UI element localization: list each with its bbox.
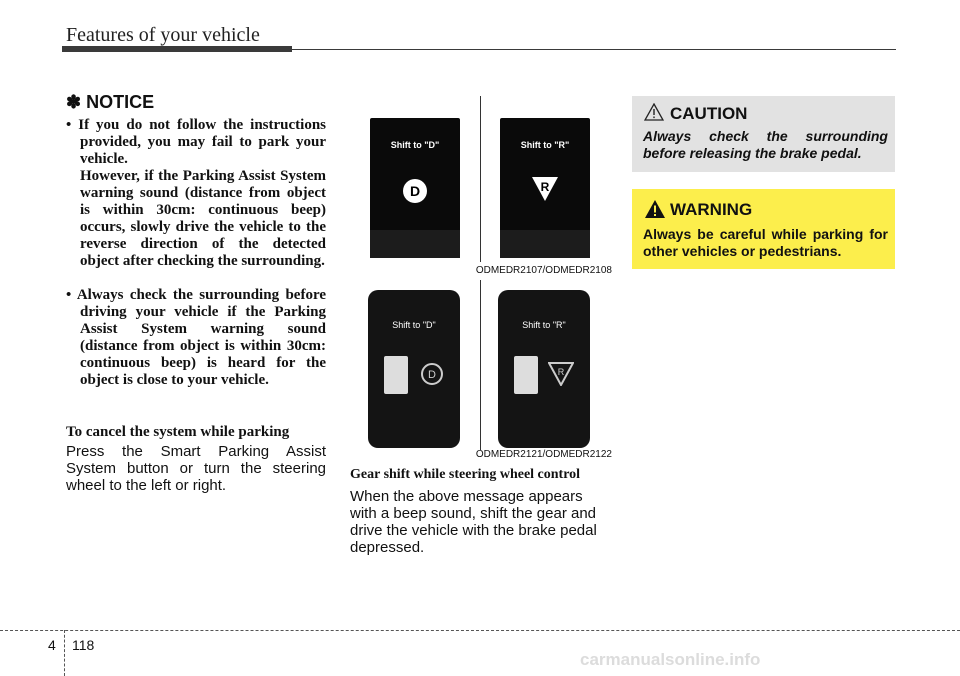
gear-d-letter: D (409, 183, 421, 199)
caution-title: CAUTION (670, 104, 748, 123)
cancel-heading: To cancel the system while parking (66, 424, 290, 440)
footer-chapter-number: 4 (48, 637, 56, 653)
gear-shift-body: When the above message appears with a beep sound, shift the gear and drive the vehicle with the brake pedal depressed. (350, 488, 597, 556)
cluster-label: Shift to "R" (522, 320, 566, 330)
screen-bottom-band (370, 230, 460, 258)
gear-d-icon (402, 178, 428, 204)
notice-bullet-1-sub: However, if the Parking Assist System warning sound (distance from object is within 30cm: continuous beep) occurs, slowly drive the vehicle to the reverse direction of the detected object after checking the surrounding. (80, 168, 326, 269)
caution-triangle-icon (644, 103, 664, 121)
warning-title: WARNING (670, 200, 753, 219)
screen-bottom-band (500, 230, 590, 258)
cluster-shift-r-bottom (498, 290, 590, 448)
cancel-body: Press the Smart Parking Assist System button or turn the steering wheel to the left or right. (66, 443, 326, 494)
warning-text: Always be careful while parking for other vehicles or pedestrians. (643, 226, 888, 259)
footer-page-number: 118 (72, 637, 95, 653)
screen-label: Shift to "D" (390, 140, 440, 150)
gear-indicator-bars (384, 356, 408, 394)
gear-d-letter: D (428, 369, 436, 381)
figure-caption-bottom: ODMEDR2121/ODMEDR2122 (475, 449, 612, 460)
gear-d-icon (420, 362, 444, 386)
screen-shift-r-top (500, 118, 590, 258)
screen-label: Shift to "R" (520, 140, 570, 150)
gear-shift-heading: Gear shift while steering wheel control (350, 467, 581, 482)
warning-triangle-icon (644, 199, 666, 219)
caution-text: Always check the surrounding before releasing the brake pedal. (643, 128, 888, 161)
gear-r-letter: R (540, 180, 550, 194)
notice-bullet-1 (66, 117, 326, 270)
footer-dashed-divider (64, 630, 65, 676)
cluster-label: Shift to "D" (392, 320, 436, 330)
gear-r-icon (548, 362, 574, 386)
watermark-text: carmanualsonline.info (580, 650, 761, 669)
page-header-title: Features of your vehicle (66, 24, 260, 46)
header-rule (292, 49, 896, 50)
footer-dashed-rule (0, 630, 960, 631)
notice-bullet-1-main: • If you do not follow the instructions provided, you may fail to park your vehicle. (66, 117, 326, 167)
header-bar (62, 46, 292, 52)
screen-shift-d-top (370, 118, 460, 258)
figure-caption-top: ODMEDR2107/ODMEDR2108 (475, 265, 612, 276)
gear-r-letter: R (557, 367, 565, 377)
cluster-shift-d-bottom (368, 290, 460, 448)
figure-divider-top (480, 96, 481, 262)
gear-r-icon (531, 176, 559, 202)
notice-bullet-2 (66, 287, 326, 389)
notice-heading: ✽ NOTICE (66, 92, 155, 112)
dashboard-figure (350, 96, 612, 459)
gear-indicator-bars (514, 356, 538, 394)
figure-divider-bottom (480, 280, 481, 450)
notice-bullet-2-text: • Always check the surrounding before driving your vehicle if the Parking Assist System warning sound (distance from object is within 30cm: continuous beep) is heard for the object is close to your vehicle. (66, 287, 326, 388)
